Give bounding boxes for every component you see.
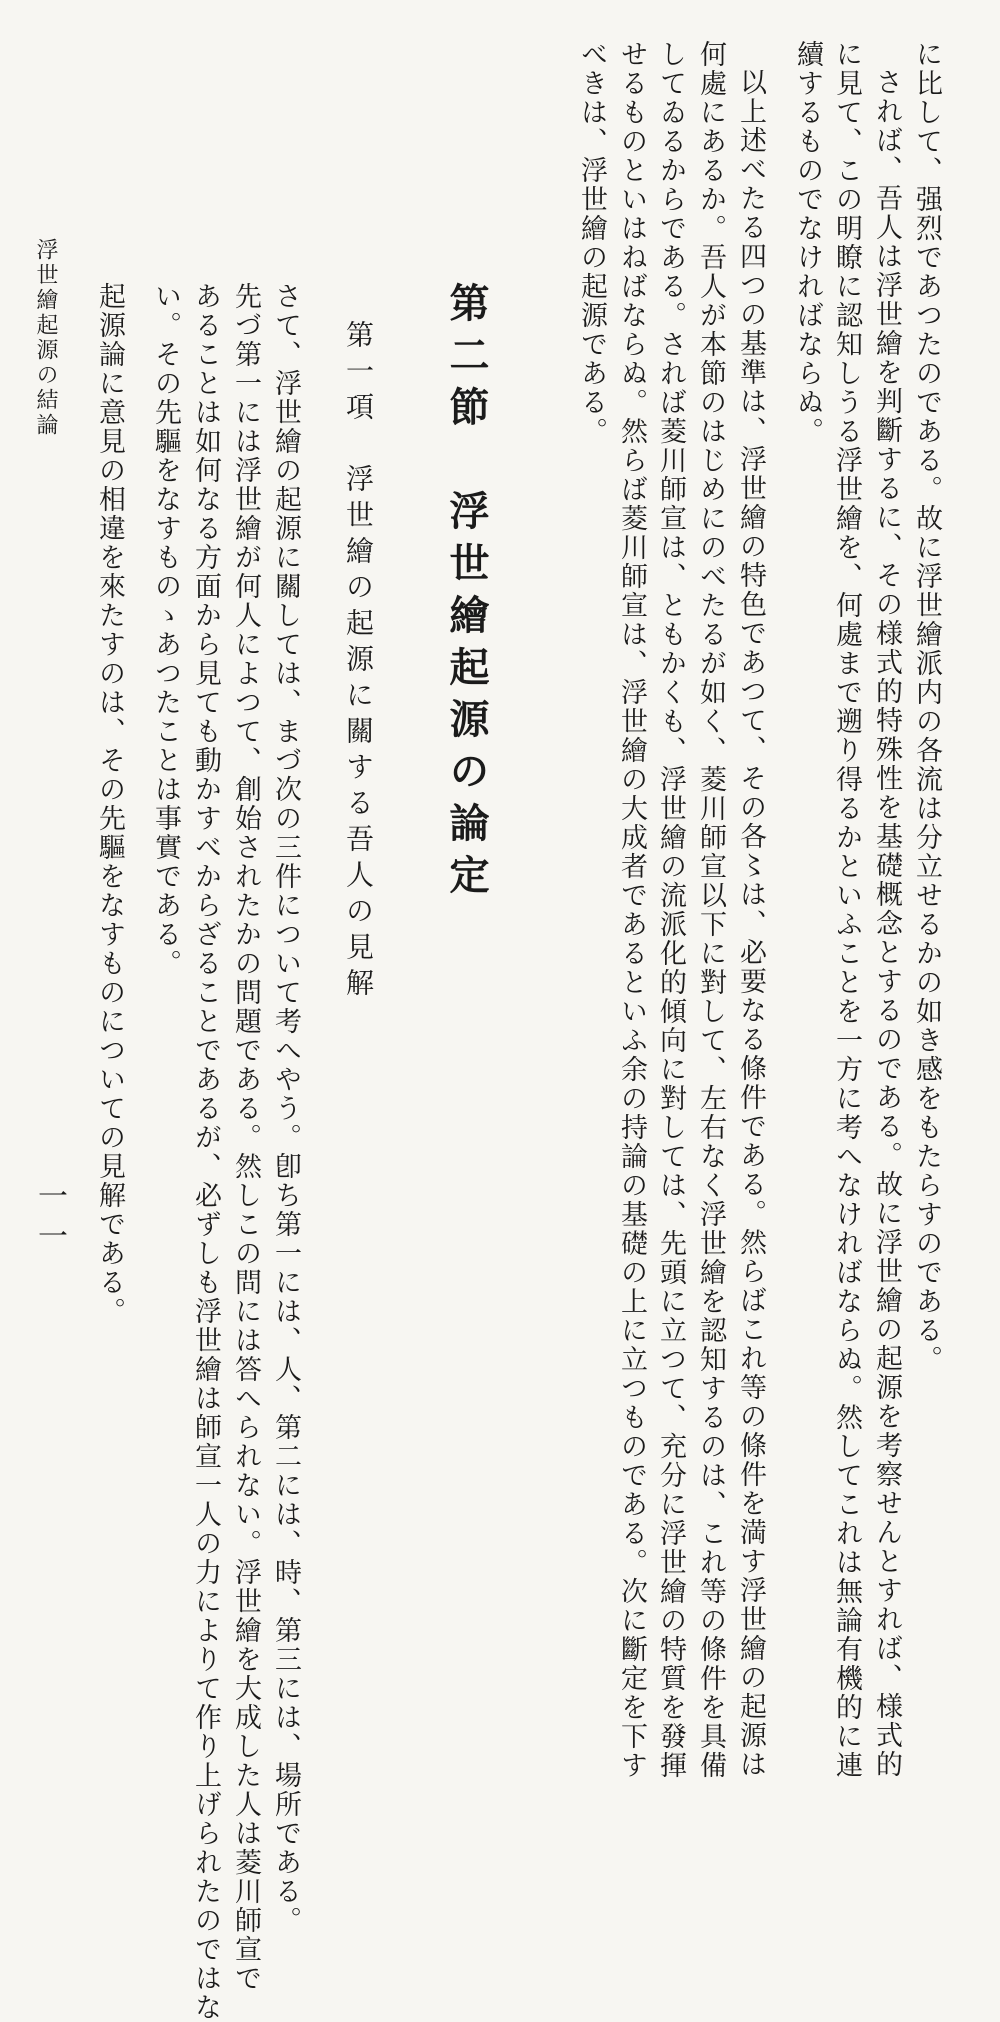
text-column: されば、吾人は浮世繪を判斷するに、その様式的特殊性を基礎概念とするのである。故に浮世繪の起源を考察せんとすれば、様式的 (871, 68, 902, 1779)
section-title: 第二節 浮世繪起源の論定 (443, 282, 490, 906)
text-column: さて、浮世繪の起源に關しては、まづ次の三件について考へやう。卽ち第一には、人、第二には、時、第三には、場所である。 (270, 282, 301, 1935)
text-column: べきは、浮世繪の起源である。 (576, 40, 607, 446)
text-column: い。その先驅をなすものゝあつたことは事實である。 (150, 282, 181, 978)
text-column: 先づ第一には浮世繪が何人によつて、創始されたかの問題である。然しこの問には答へられない。浮世繪を大成した人は菱川師宣で (230, 282, 261, 1993)
text-column: 以上述べたる四つの基準は、浮世繪の特色であつて、その各〻は、必要なる條件である。然らばこれ等の條件を満す浮世繪の起源は (735, 68, 766, 1779)
text-column: に比して、强烈であつたのである。故に浮世繪派内の各流は分立せるかの如き感をもたらすのである。 (911, 40, 942, 1374)
text-column: 何處にあるか。吾人が本節のはじめにのべたるが如く、菱川師宣以下に對して、左右なく浮世繪を認知するのは、これ等の條件を具備 (695, 40, 726, 1780)
text-column: に見て、この明瞭に認知しうる浮世繪を、何處まで遡り得るかといふことを一方に考へなければならぬ。然してこれは無論有機的に連 (831, 40, 862, 1780)
text-column: してゐるからである。されば菱川師宣は、ともかくも、浮世繪の流派化的傾向に對しては、先頭に立つて、充分に浮世繪の特質を發揮 (655, 40, 686, 1780)
subsection-title: 第一項 浮世繪の起源に關する吾人の見解 (342, 320, 375, 1004)
text-column: 起源論に意見の相違を來たすのは、その先驅をなすものについての見解である。 (94, 282, 125, 1326)
page-number: 一一 (32, 1180, 67, 1260)
text-column: あることは如何なる方面から見ても動かすべからざることであるが、必ずしも浮世繪は師宣一人の力によりて作り上げられたのではな (190, 282, 221, 2022)
text-column: せるものといはねばならぬ。然らば菱川師宣は、浮世繪の大成者であるといふ余の持論の基礎の上に立つものである。次に斷定を下す (616, 40, 647, 1780)
running-head: 浮世繪起源の結論 (33, 238, 58, 438)
text-column: 續するものでなければならぬ。 (792, 40, 823, 446)
